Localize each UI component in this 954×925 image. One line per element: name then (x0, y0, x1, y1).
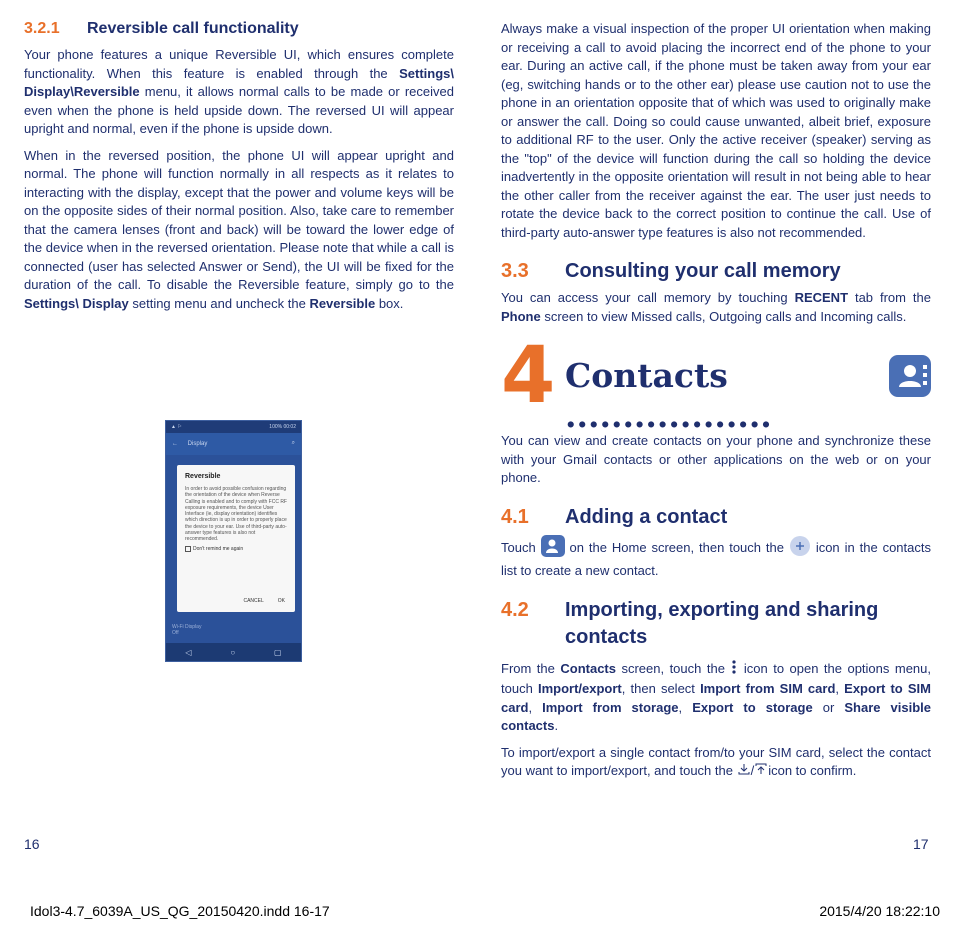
home-circle-icon: ○ (230, 647, 236, 657)
left-page (24, 20, 454, 313)
add-contact-icon (789, 535, 811, 563)
search-icon: ⌕ (291, 440, 295, 446)
back-arrow-icon: ← (172, 441, 178, 447)
phone-screenshot (165, 420, 302, 662)
import-icon (737, 762, 751, 782)
appbar-title: Display (187, 441, 208, 447)
status-battery-time: 100% 00:02 (269, 424, 296, 430)
icon-separator: / (750, 763, 755, 779)
paragraph-reversed-position: When in the reversed position, the phone UI will appear upright and normal. The phone will function normally in all respects as it relates to interacting with the display, except that the power and volume keys will be on the opposite sides of their normal position. Also, take care to remember that the camera lenses (front and back) will be toward the lower edge of the device when in the reversed orientation. Please note that while a call is connected (user has selected Answer or Send), the UI will be fixed for the duration of the call. To disable the Reversible feature, simply go to the Settings\ Display setting menu and uncheck the Reversible box. (24, 147, 454, 311)
section-number: 3.3 (501, 260, 529, 282)
section-title: Consulting your call memory (565, 260, 841, 282)
phone-nav-bar (166, 643, 301, 661)
dialog-cancel-button: CANCEL (243, 598, 264, 604)
section-heading-3-3 (501, 258, 931, 285)
chapter-number: 4 (501, 331, 556, 421)
dont-remind-checkbox (185, 546, 287, 552)
checkbox-label: Don't remind me again (193, 545, 244, 552)
reversible-dialog (177, 465, 295, 612)
footer-filename: Idol3-4.7_6039A_US_QG_20150420.indd 16-17 (30, 903, 330, 919)
dialog-message: In order to avoid possible confusion regarding the orientation of the device when Reverse Calling is enabled and to comply with FCC RF exposure requirements, the device User Interface (ie, display orientation) identifies which direction is up in order to properly place the device to your ear. Use of third-party auto-answer type features is also not recommended. (185, 486, 287, 543)
chapter-heading (501, 331, 931, 435)
right-page (501, 20, 931, 782)
section-title: Reversible call functionality (87, 20, 299, 37)
wifi-display-sub: Off (172, 630, 179, 636)
dialog-title: Reversible (185, 473, 221, 480)
section-heading-3-2-1 (24, 20, 454, 38)
phone-app-bar (166, 433, 301, 455)
dialog-buttons (243, 598, 285, 604)
back-triangle-icon: ◁ (185, 647, 192, 657)
contacts-app-icon (889, 355, 931, 397)
page-number-left: 16 (24, 836, 40, 852)
paragraph-import-export: From the Contacts screen, touch the icon to open the options menu, touch Import/export, then select Import from SIM card, Export to SIM card, Import from storage, Export to storage or Share visible contacts. (501, 659, 931, 736)
section-number: 4.2 (501, 598, 529, 621)
section-number: 3.2.1 (24, 20, 60, 37)
paragraph-reversible-intro: Your phone features a unique Reversible UI, which ensures complete functionality. When this feature is enabled through the Settings\ Display\Reversible menu, it allows normal calls to be made or received even when the phone is held upside down. The reversed UI will appear upright and normal, even if the phone is upside down. (24, 47, 454, 136)
phone-status-bar (166, 421, 301, 433)
section-title: Importing, exporting and sharing contacts (565, 598, 879, 648)
paragraph-call-memory: You can access your call memory by touching RECENT tab from the Phone screen to view Missed calls, Outgoing calls and Incoming calls. (501, 290, 932, 324)
section-title: Adding a contact (565, 505, 728, 528)
footer-timestamp: 2015/4/20 18:22:10 (819, 903, 940, 919)
paragraph-adding-contact: Touch on the Home screen, then touch the icon in the contacts list to create a new contact. (501, 535, 931, 581)
section-heading-4-1 (501, 504, 931, 531)
section-number: 4.1 (501, 505, 529, 528)
wifi-display-label: Wi-Fi Display (172, 624, 202, 630)
page-number-right: 17 (913, 836, 929, 852)
recents-square-icon: ▢ (274, 647, 282, 657)
paragraph-contacts-intro: You can view and create contacts on your phone and synchronize these with your Gmail contacts or other applications on the web or on your phone. (501, 433, 931, 485)
chapter-title: Contacts .................. (565, 356, 772, 435)
paragraph-single-contact: To import/export a single contact from/to your SIM card, select the contact you want to import/export, and touch the / icon to confirm. (501, 744, 931, 782)
checkbox-icon (185, 546, 191, 552)
paragraph-visual-inspection: Always make a visual inspection of the proper UI orientation when making or receiving a call to avoid placing the incorrect end of the phone to your ear. During an active call, if the phone must be taken away from your ear (eg, switching hands or to the other ear) please use caution not to use the phone in an orientation opposite that of which was used to originally make or answer the call. Doing so could cause unwanted, albeit brief, exposure to additional RF to the user. Only the active receiver (speaker) serving as the "top" of the device will function during the call so holding the device inadvertently in the opposite orientation will result in not being able to hear the other caller from the receiver against the ear. The user just needs to rotate the device back to the correct position to continue the call. Use of third-party auto-answer type features is also not recommended. (501, 21, 931, 240)
contacts-icon (541, 535, 565, 563)
status-icons-left: ▲ ⚐ (171, 424, 182, 430)
wifi-display-setting (172, 624, 201, 636)
section-heading-4-2 (501, 597, 931, 651)
export-icon (754, 762, 768, 782)
dialog-ok-button: OK (277, 598, 285, 604)
